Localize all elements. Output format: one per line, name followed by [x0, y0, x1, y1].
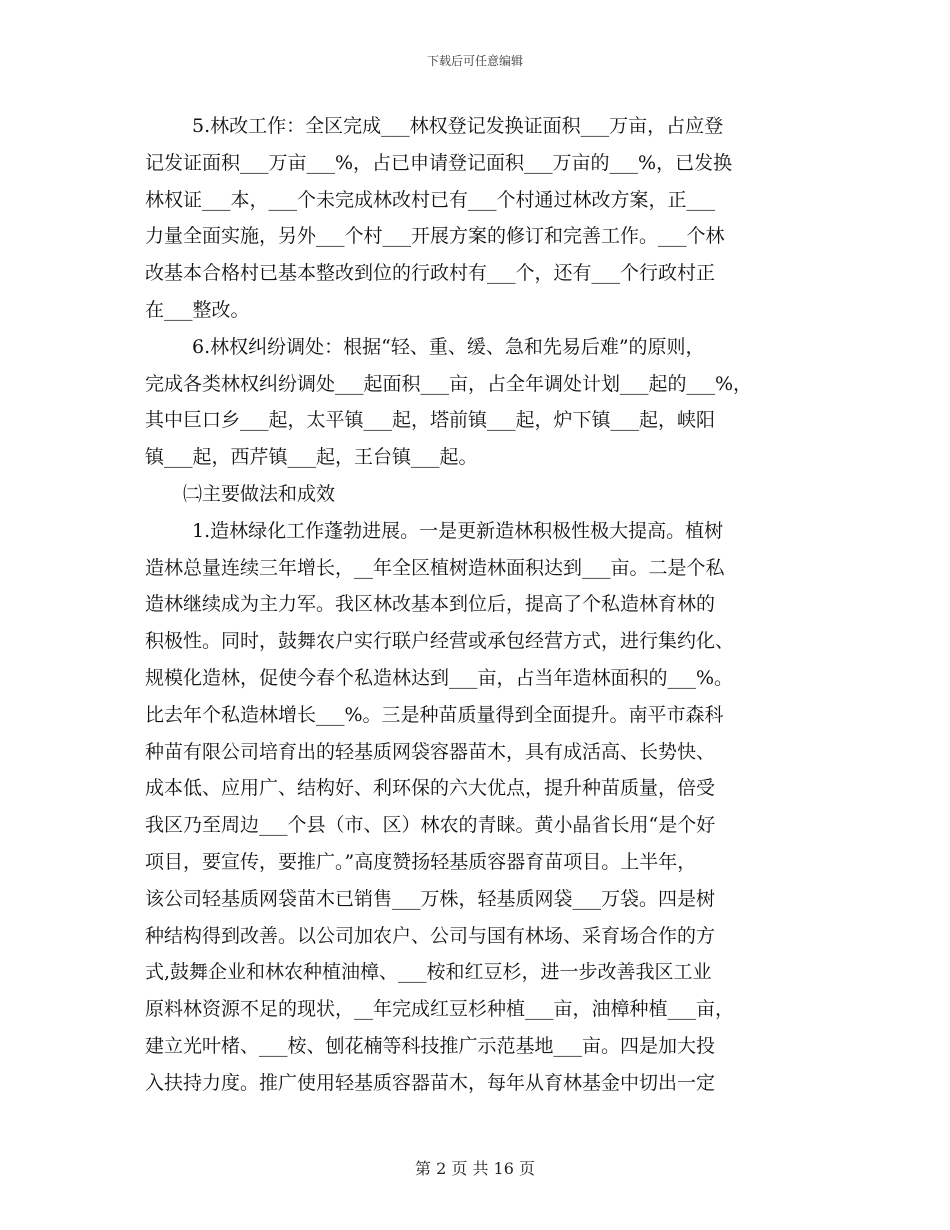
text-line-2: 记发证面积___万亩___%，占已申请登记面积___万亩的___%，已发换	[145, 151, 733, 174]
text-line-10: 镇___起，西芹镇___起，王台镇___起。	[145, 446, 478, 469]
text-line-3: 林权证___本，___个未完成林改村已有___个村通过林改方案，正___	[145, 188, 716, 211]
text-line-8: 完成各类林权纠纷调处___起面积___亩，占全年调处计划___起的___%，	[145, 372, 753, 395]
text-line-4: 力量全面实施，另外___个村___开展方案的修订和完善工作。___个林	[145, 225, 725, 248]
text-line-5: 改基本合格村已基本整改到位的行政村有___个，还有___个行政村正	[145, 262, 716, 285]
text-line-13: 造林总量连续三年增长，__年全区植树造林面积达到___亩。二是个私	[145, 556, 725, 579]
text-line-22: 该公司轻基质网袋苗木已销售___万株，轻基质网袋___万袋。四是树	[145, 887, 716, 910]
text-line-6: 在___整改。	[145, 298, 250, 321]
text-line-14: 造林继续成为主力军。我区林改基本到位后，提高了个私造林育林的	[145, 593, 716, 616]
page-footer: 第 2 页 共 16 页	[415, 1159, 535, 1178]
text-line-27: 入扶持力度。推广使用轻基质容器苗木，每年从育林基金中切出一定	[145, 1071, 716, 1094]
text-line-9: 其中巨口乡___起，太平镇___起，塔前镇___起，炉下镇___起，峡阳	[145, 409, 716, 432]
document-body	[145, 108, 825, 1102]
text-line-24: 式,鼓舞企业和林农种植油樟、___桉和红豆杉，进一步改善我区工业	[145, 961, 712, 984]
text-line-26: 建立光叶楮、___桉、刨花楠等科技推广示范基地___亩。四是加大投	[145, 1034, 716, 1057]
text-line-19: 成本低、应用广、结构好、利环保的六大优点，提升种苗质量，倍受	[145, 777, 716, 800]
text-line-16: 规模化造林，促使今春个私造林达到___亩，占当年造林面积的___%。	[145, 666, 734, 689]
page-header: 下载后可任意编辑	[426, 54, 523, 68]
text-line-25: 原料林资源不足的现状，__年完成红豆杉种植___亩，油樟种植___亩，	[145, 998, 735, 1021]
text-line-18: 种苗有限公司培育出的轻基质网袋容器苗木，具有成活高、长势快、	[145, 740, 716, 763]
text-line-15: 积极性。同时，鼓舞农户实行联户经营或承包经营方式，进行集约化、	[145, 630, 735, 653]
text-line-17: 比去年个私造林增长___%。三是种苗质量得到全面提升。南平市森科	[145, 703, 724, 726]
text-line-23: 种结构得到改善。以公司加农户、公司与国有林场、采育场合作的方	[145, 924, 716, 947]
text-line-1: 5.林改工作：全区完成___林权登记发换证面积___万亩，占应登	[192, 115, 724, 137]
section-heading: ㈡主要做法和成效	[183, 482, 336, 505]
text-line-7: 6.林权纠纷调处：根据“轻、重、缓、急和先易后难”的原则，	[192, 335, 705, 358]
text-line-12: 1.造林绿化工作蓬勃进展。一是更新造林积极性极大提高。植树	[192, 519, 724, 542]
text-line-20: 我区乃至周边___个县（市、区）林农的青睐。黄小晶省长用“是个好	[145, 814, 716, 837]
text-line-21: 项目，要宣传，要推广。”高度赞扬轻基质容器育苗项目。上半年，	[145, 850, 697, 873]
